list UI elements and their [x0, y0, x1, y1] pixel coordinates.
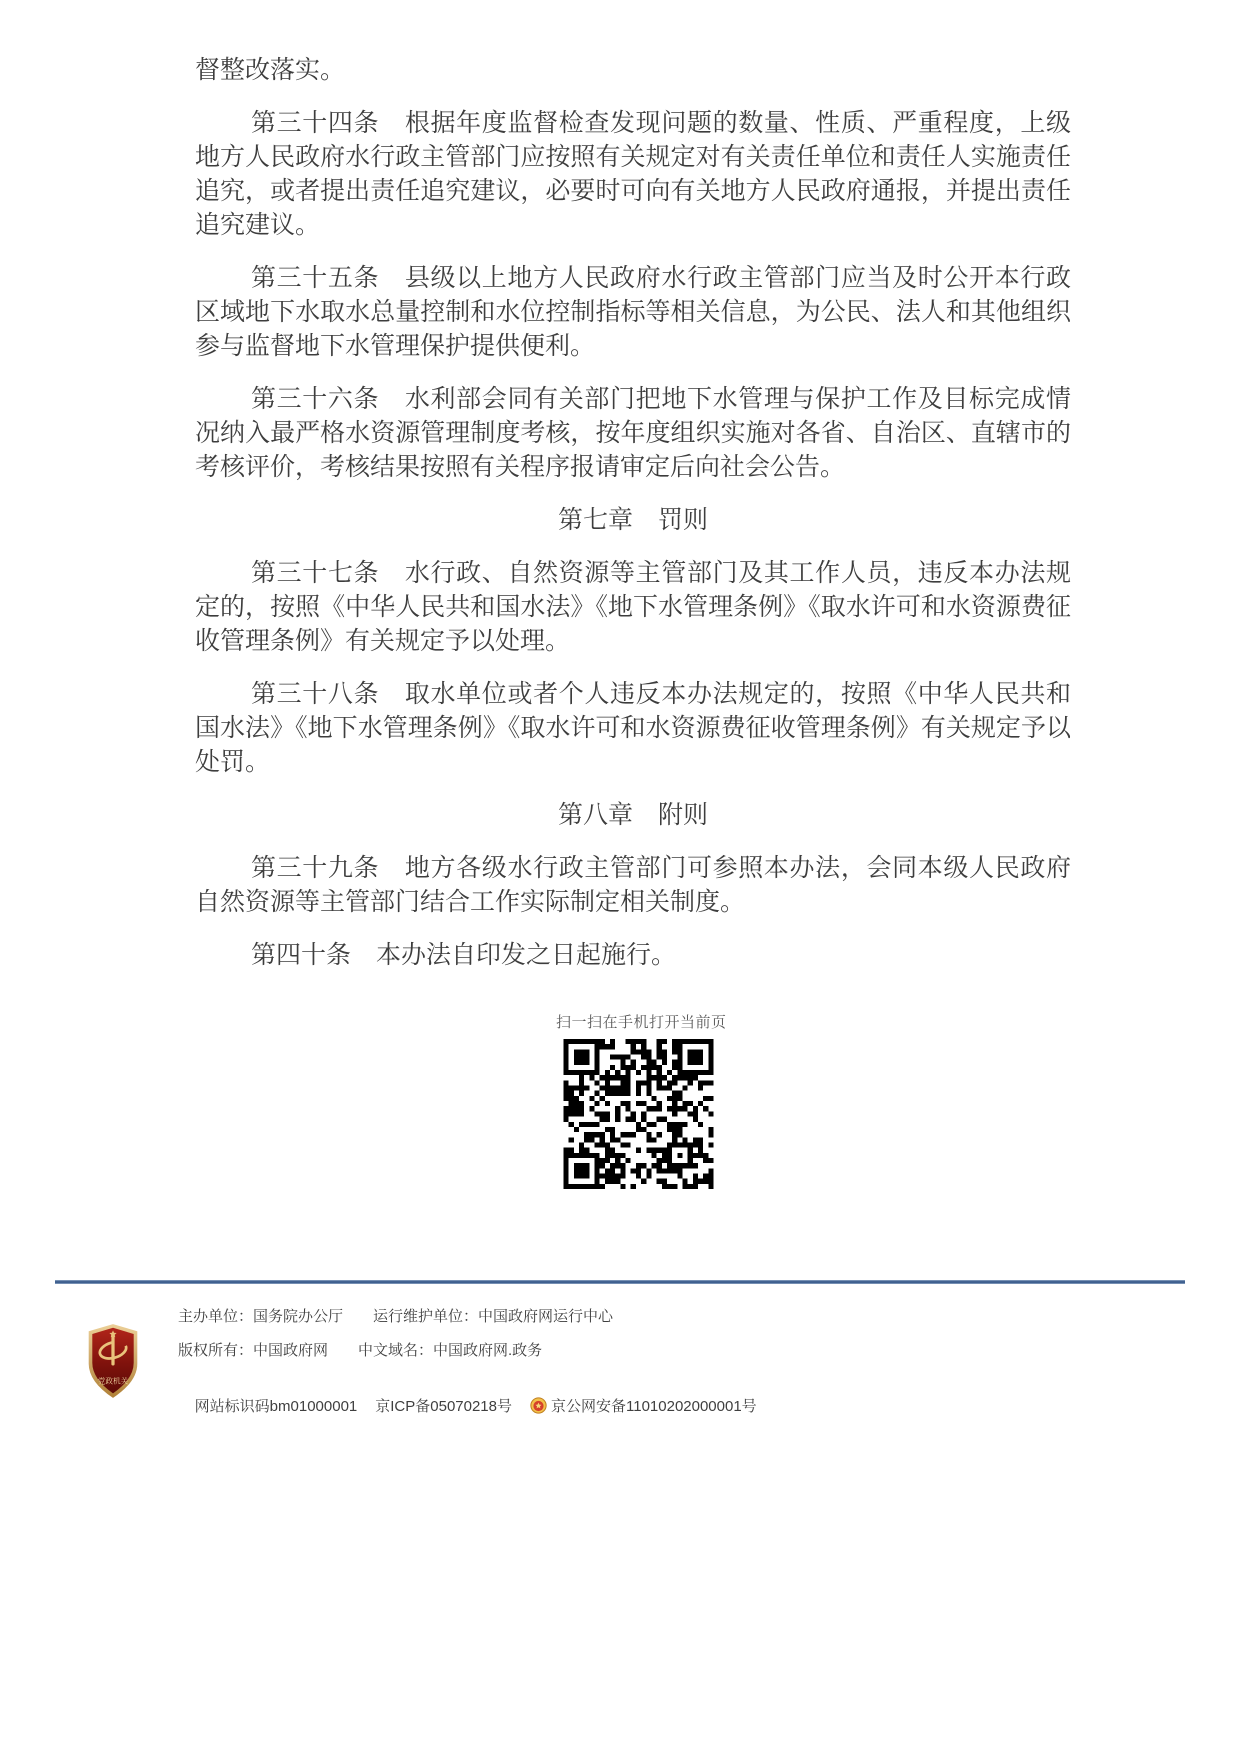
paragraph: 第三十九条 地方各级水行政主管部门可参照本办法，会同本级人民政府自然资源等主管部门结合工作实际制定相关制度。 — [195, 855, 1071, 916]
paragraph: 第三十七条 水行政、自然资源等主管部门及其工作人员，违反本办法规定的，按照《中华人民共和国水法》《地下水管理条例》《取水许可和水资源费征收管理条例》有关规定予以处理。 — [195, 560, 1071, 655]
qr-code — [562, 1039, 715, 1189]
chapter-heading: 第八章 附则 — [557, 802, 708, 829]
qr-caption: 扫一扫在手机打开当前页 — [556, 1014, 727, 1031]
gov-agency-badge-logo — [86, 1323, 140, 1399]
paragraph: 第四十条 本办法自印发之日起施行。 — [251, 942, 677, 969]
footer-line-copyright: 版权所有：中国政府网 中文域名：中国政府网.政务 — [178, 1342, 543, 1359]
paragraph: 第三十八条 取水单位或者个人违反本办法规定的，按照《中华人民共和国水法》《地下水管理条例》《取水许可和水资源费征收管理条例》有关规定予以处罚。 — [195, 681, 1071, 776]
document-body — [195, 54, 1071, 992]
police-badge-icon — [530, 1397, 547, 1414]
paragraph: 第三十五条 县级以上地方人民政府水行政主管部门应当及时公开本行政区域地下水取水总量控制和水位控制指标等相关信息，为公民、法人和其他组织参与监督地下水管理保护提供便利。 — [195, 265, 1071, 360]
badge-label: 党政机关 — [97, 1376, 129, 1386]
qr-section — [556, 1013, 727, 1189]
chapter-heading: 第七章 罚则 — [557, 507, 708, 534]
badge-zhong-stroke — [111, 1334, 114, 1366]
icp-license-link[interactable]: 京ICP备05070218号 — [375, 1398, 512, 1415]
paragraph: 督整改落实。 — [195, 57, 346, 84]
site-code-label: 网站标识码bm01000001 — [194, 1398, 358, 1415]
footer-line-registration — [178, 1374, 775, 1440]
footer-line-organizer: 主办单位：国务院办公厅 运行维护单位：中国政府网运行中心 — [178, 1308, 614, 1325]
paragraph: 第三十四条 根据年度监督检查发现问题的数量、性质、严重程度，上级地方人民政府水行政主管部门应按照有关规定对有关责任单位和责任人实施责任追究，或者提出责任追究建议，必要时可向有关地方人民政府通报，并提出责任追究建议。 — [195, 110, 1071, 239]
police-registration-link[interactable]: 京公网安备11010202000001号 — [551, 1398, 757, 1415]
footer-divider — [55, 1280, 1185, 1284]
paragraph: 第三十六条 水利部会同有关部门把地下水管理与保护工作及目标完成情况纳入最严格水资源管理制度考核，按年度组织实施对各省、自治区、直辖市的考核评价，考核结果按照有关程序报请审定后向社会公告。 — [195, 386, 1071, 481]
site-footer — [178, 1306, 775, 1440]
